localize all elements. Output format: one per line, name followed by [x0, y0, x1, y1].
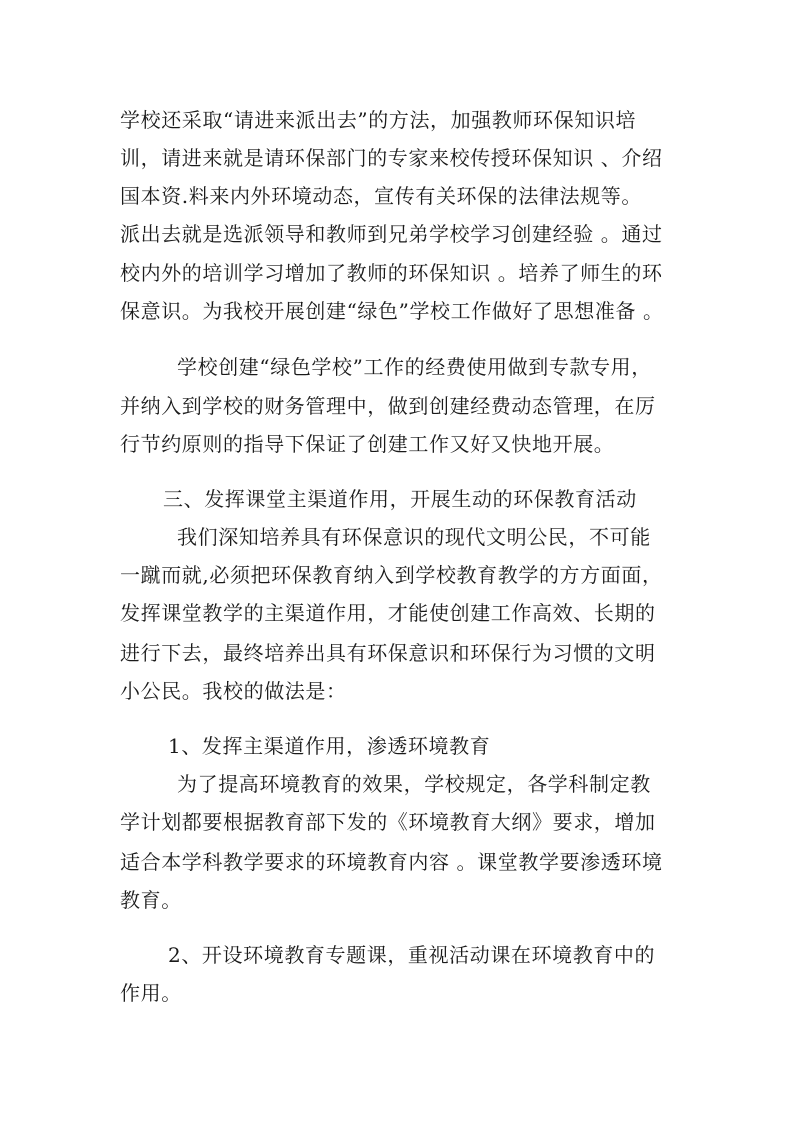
paragraph-line: 并纳入到学校的财务管理中，做到创建经费动态管理，在厉	[120, 394, 656, 418]
paragraph-line: 我们深知培养具有环保意识的现代文明公民，不可能	[177, 525, 651, 549]
paragraph-line: 保意识。为我校开展创建“绿色”学校工作做好了思想准备 。	[120, 299, 664, 323]
paragraph-line: 教育。	[120, 888, 182, 912]
subsection-heading: 1、发挥主渠道作用，渗透环境教育	[168, 734, 491, 758]
paragraph-line: 适合本学科教学要求的环境教育内容 。课堂教学要渗透环境	[120, 850, 663, 874]
paragraph-line: 发挥课堂教学的主渠道作用，才能使创建工作高效、长期的	[120, 601, 656, 625]
paragraph-line: 学校还采取“请进来派出去”的方法，加强教师环保知识培	[120, 108, 637, 132]
paragraph-line: 派出去就是选派领导和教师到兄弟学校学习创建经验 。通过	[120, 222, 663, 246]
paragraph-line: 进行下去，最终培养出具有环保意识和环保行为习惯的文明	[120, 641, 656, 665]
paragraph-line: 学校创建“绿色学校”工作的经费使用做到专款专用，	[177, 355, 652, 379]
paragraph-line: 学计划都要根据教育部下发的《环境教育大纲》要求，增加	[120, 810, 656, 834]
paragraph-line: 行节约原则的指导下保证了创建工作又好又快地开展。	[120, 432, 615, 456]
paragraph-line: 一蹴而就,必须把环保教育纳入到学校教育教学的方方面面，	[120, 563, 663, 587]
section-heading: 三、发挥课堂主渠道作用，开展生动的环保教育活动	[163, 487, 637, 511]
paragraph-line: 国本资.料来内外环境动态，宣传有关环保的法律法规等。	[120, 184, 642, 208]
subsection-heading: 2、开设环境教育专题课，重视活动课在环境教育中的	[168, 943, 656, 967]
paragraph-line: 校内外的培训学习增加了教师的环保知识 。培养了师生的环	[120, 261, 663, 285]
paragraph-line: 小公民。我校的做法是：	[120, 679, 347, 703]
paragraph-line: 为了提高环境教育的效果，学校规定，各学科制定教	[177, 772, 651, 796]
paragraph-line: 作用。	[120, 981, 182, 1005]
paragraph-line: 训，请进来就是请环保部门的专家来校传授环保知识 、介绍	[120, 146, 663, 170]
